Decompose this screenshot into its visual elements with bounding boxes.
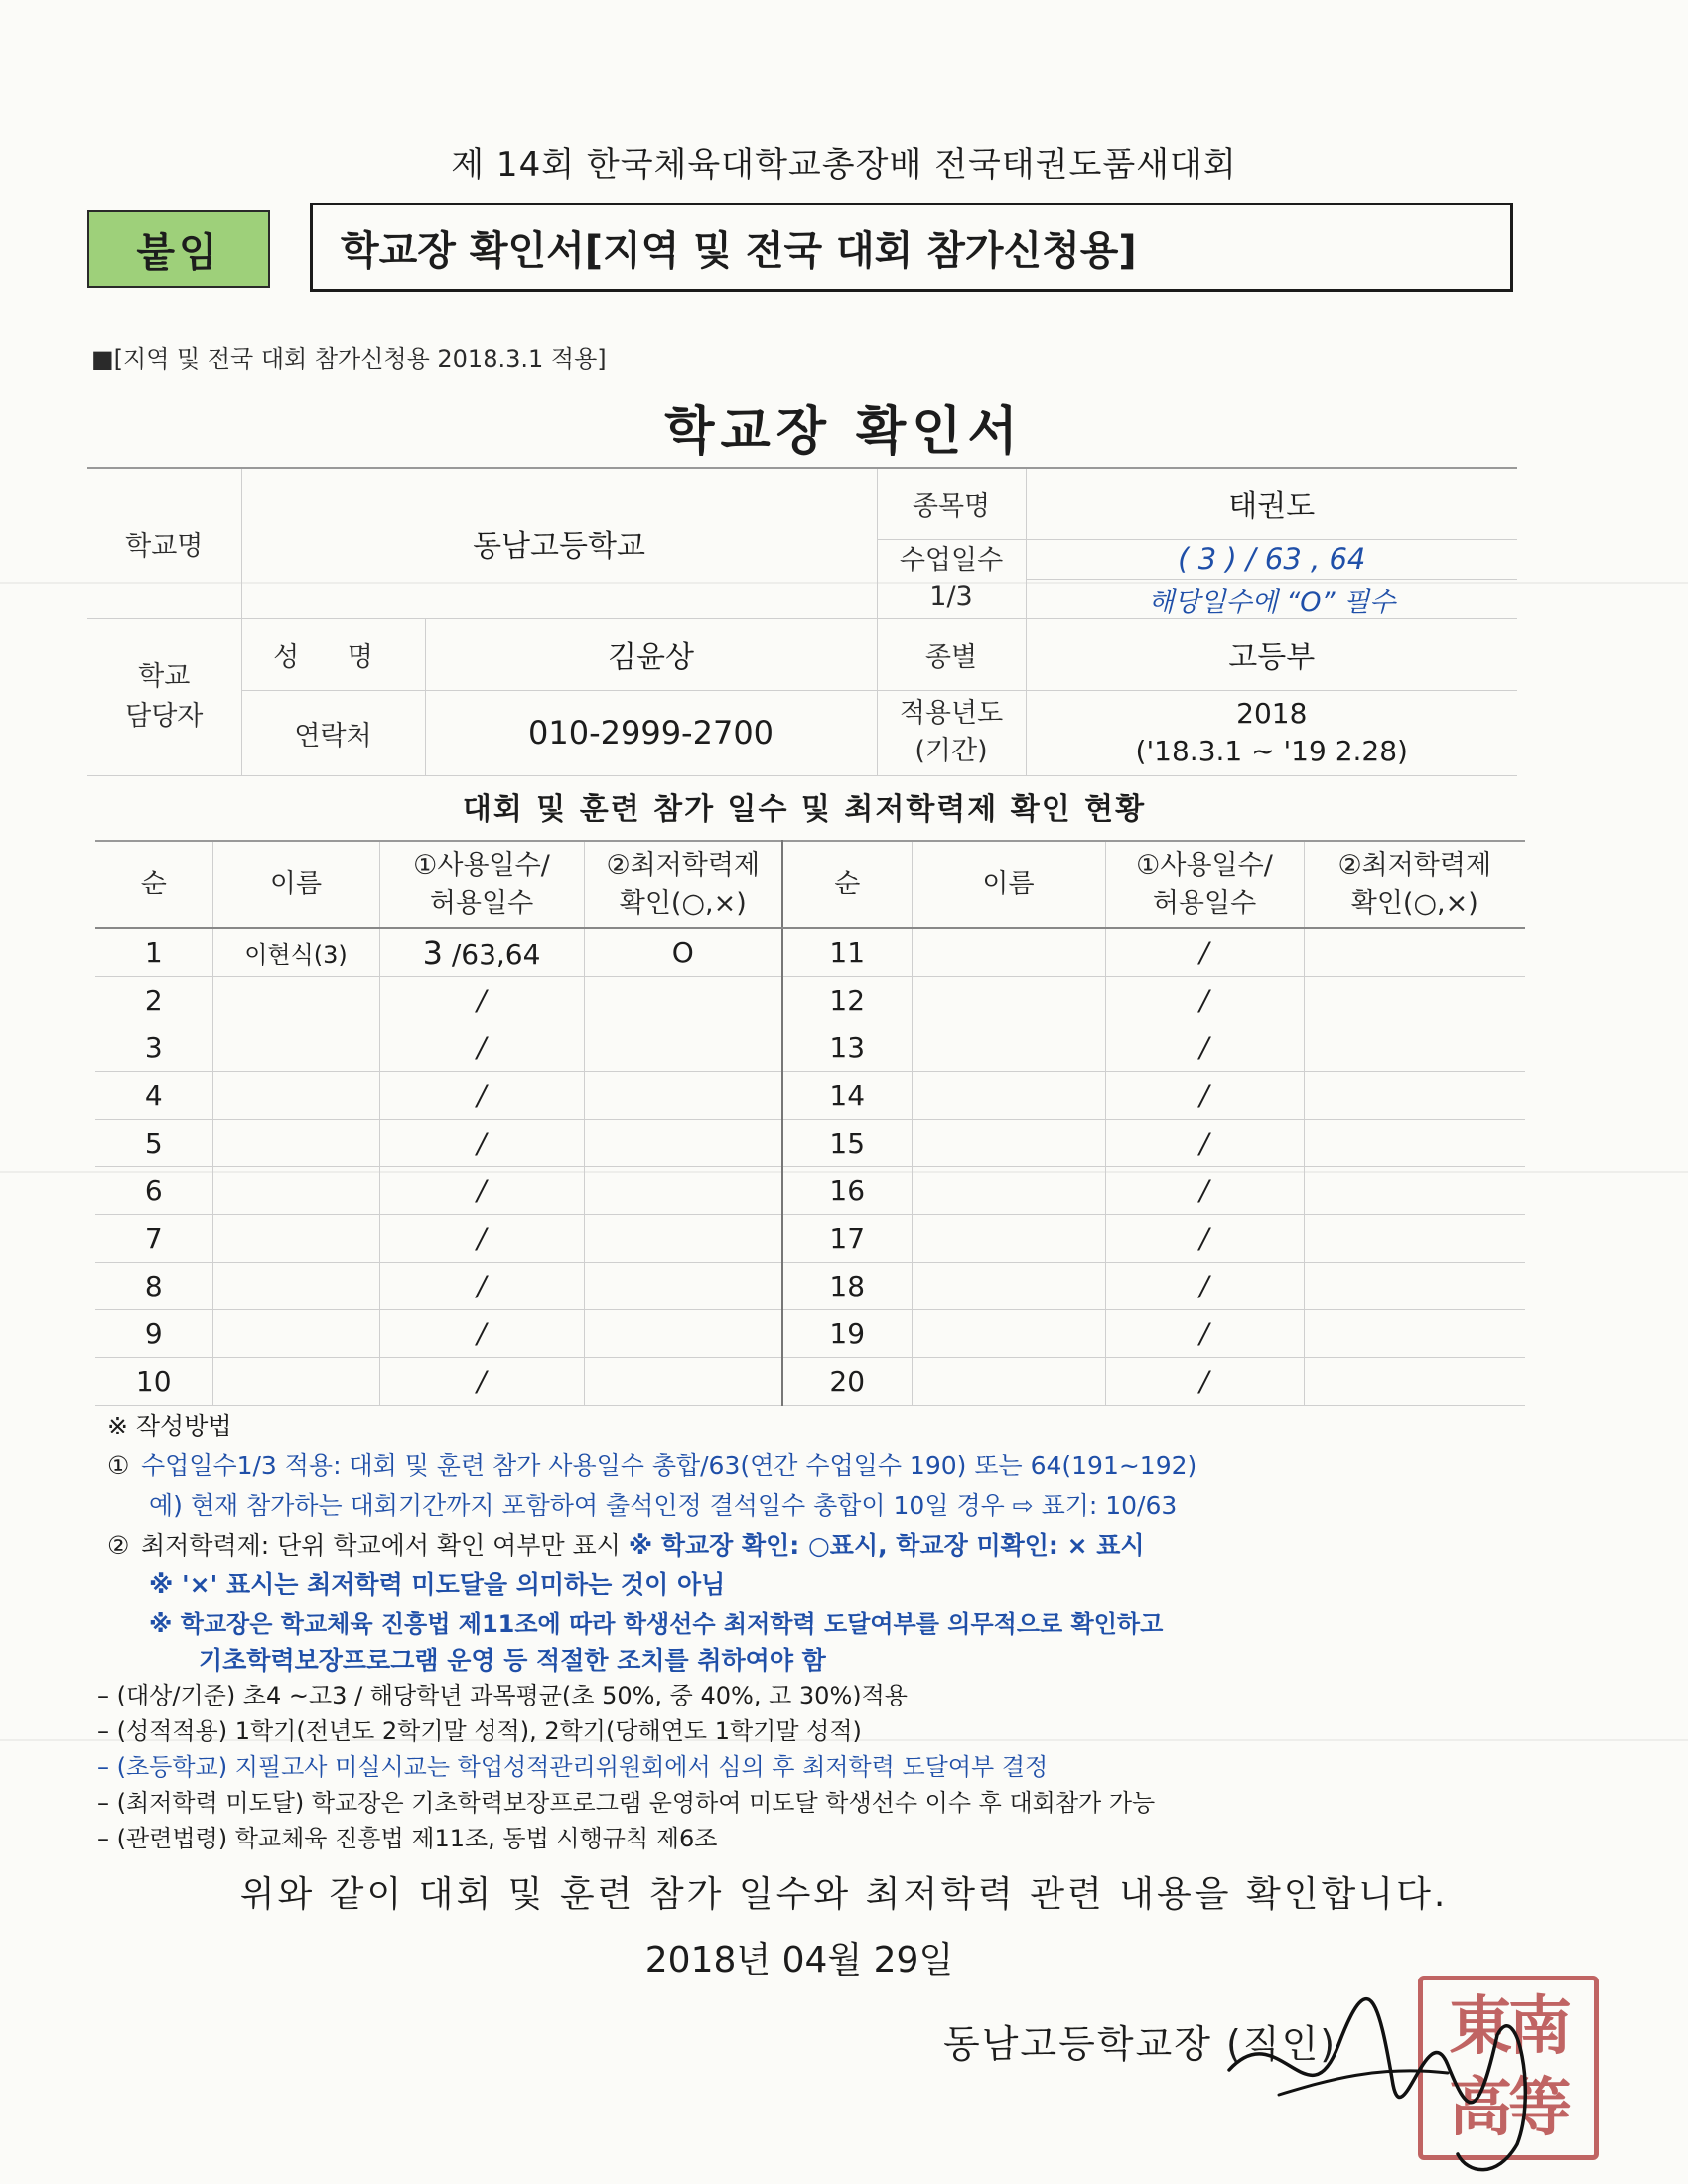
min-academic-check[interactable] <box>1304 977 1525 1024</box>
student-name[interactable] <box>212 1263 379 1310</box>
student-name[interactable] <box>212 1167 379 1215</box>
manager-label <box>87 618 241 775</box>
row-no: 8 <box>95 1263 212 1310</box>
attachment-badge: 붙임 <box>87 210 270 288</box>
table-row <box>95 1215 1525 1263</box>
row-no: 11 <box>782 928 912 977</box>
method-dash-3: – (초등학교) 지필고사 미실시교는 학업성적관리위원회에서 심의 후 최저학력 도달여부 결정 <box>97 1753 1049 1781</box>
principal-signature <box>1219 1976 1577 2184</box>
col-header-used-days-right <box>1105 841 1304 928</box>
info-table <box>87 467 1517 776</box>
used-days[interactable]: / <box>379 1215 584 1263</box>
row-no: 9 <box>95 1310 212 1358</box>
method-item-1-line1: 수업일수1/3 적용: 대회 및 훈련 참가 사용일수 총합/63(연간 수업일수 190) 또는 64(191~192) <box>141 1451 1197 1480</box>
used-days-value: 3 <box>422 933 443 972</box>
table-row <box>95 977 1525 1024</box>
row-no: 5 <box>95 1120 212 1167</box>
table-row <box>95 1310 1525 1358</box>
min-academic-check[interactable] <box>584 1358 782 1406</box>
manager-name-label: 성 명 <box>241 618 425 690</box>
used-days[interactable]: / <box>379 977 584 1024</box>
row-no: 10 <box>95 1358 212 1406</box>
year-cell[interactable] <box>1026 690 1517 775</box>
min-academic-check[interactable]: O <box>584 928 782 977</box>
event-label: 종목명 <box>877 468 1026 539</box>
student-name[interactable] <box>912 1167 1105 1215</box>
used-days[interactable]: / <box>1105 1072 1304 1120</box>
table-row <box>95 1167 1525 1215</box>
row-no: 15 <box>782 1120 912 1167</box>
class-days-note: 해당일수에 “O” 필수 <box>1026 579 1517 618</box>
confirmation-statement: 위와 같이 대회 및 훈련 참가 일수와 최저학력 관련 내용을 확인합니다. <box>239 1874 1449 1915</box>
method-dash-2: – (성적적용) 1학기(전년도 2학기말 성적), 2학기(당해연도 1학기말 성적) <box>97 1717 862 1745</box>
row-no: 4 <box>95 1072 212 1120</box>
min-academic-check[interactable] <box>1304 1310 1525 1358</box>
manager-name-value[interactable]: 김윤상 <box>425 618 877 690</box>
min-academic-check[interactable] <box>584 1310 782 1358</box>
document-header: 학교장 확인서[지역 및 전국 대회 참가신청용] <box>310 203 1513 292</box>
col-header-used-days-line2: 허용일수 <box>429 888 534 919</box>
form-title: 학교장 확인서 <box>664 402 1024 462</box>
division-value[interactable]: 고등부 <box>1026 618 1517 690</box>
student-name[interactable] <box>212 1310 379 1358</box>
student-name[interactable] <box>912 1120 1105 1167</box>
col-header-no: 순 <box>95 841 212 928</box>
used-days[interactable]: / <box>379 1120 584 1167</box>
student-name[interactable] <box>912 1215 1105 1263</box>
method-note-1: ※ '×' 표시는 최저학력 미도달을 의미하는 것이 아님 <box>149 1570 726 1599</box>
student-name[interactable] <box>912 1358 1105 1406</box>
student-name[interactable] <box>212 1072 379 1120</box>
col-header-min-academic-right-line1: ②최저학력제 <box>1337 849 1492 881</box>
col-header-min-academic-line2: 확인(○,×) <box>619 888 747 919</box>
student-name[interactable] <box>912 977 1105 1024</box>
method-dash-4: – (최저학력 미도달) 학교장은 기초학력보장프로그램 운영하여 미도달 학생선수 이수 후 대회참가 가능 <box>97 1789 1156 1817</box>
method-item-2-emphasis: ※ 학교장 확인: ○표시, 학교장 미확인: × 표시 <box>628 1531 1145 1560</box>
table-row <box>95 1072 1525 1120</box>
col-header-min-academic-line1: ②최저학력제 <box>606 849 761 881</box>
applicability-note: ■[지역 및 전국 대회 참가신청용 2018.3.1 적용] <box>91 345 607 373</box>
used-days[interactable]: / <box>1105 1024 1304 1072</box>
method-item-1-line2: 예) 현재 참가하는 대회기간까지 포함하여 출석인정 결석일수 총합이 10일 경우 ⇨ 표기: 10/63 <box>149 1491 1178 1520</box>
used-days[interactable]: / <box>1105 928 1304 977</box>
used-days[interactable]: / <box>379 1167 584 1215</box>
row-no: 18 <box>782 1263 912 1310</box>
used-days[interactable]: / <box>379 1310 584 1358</box>
col-header-min-academic <box>584 841 782 928</box>
row-no: 20 <box>782 1358 912 1406</box>
row-no: 17 <box>782 1215 912 1263</box>
used-days[interactable]: / <box>1105 1120 1304 1167</box>
class-days-label-line2: 1/3 <box>929 581 973 612</box>
year-value: 2018 <box>1236 697 1308 731</box>
class-days-value[interactable]: ( 3 ) / 63 , 64 <box>1026 539 1517 579</box>
student-name[interactable] <box>912 928 1105 977</box>
row-no: 3 <box>95 1024 212 1072</box>
allowed-days: /63,64 <box>451 937 541 971</box>
min-academic-check[interactable] <box>584 977 782 1024</box>
min-academic-check[interactable] <box>1304 1358 1525 1406</box>
min-academic-check[interactable] <box>584 1215 782 1263</box>
col-header-no-right: 순 <box>782 841 912 928</box>
row-no: 19 <box>782 1310 912 1358</box>
min-academic-check[interactable] <box>1304 1024 1525 1072</box>
row-no: 7 <box>95 1215 212 1263</box>
method-note-2-line2: 기초학력보장프로그램 운영 등 적절한 조치를 취하여야 함 <box>199 1646 826 1675</box>
year-period: ('18.3.1 ~ '19 2.28) <box>1135 735 1408 767</box>
student-name[interactable] <box>212 1120 379 1167</box>
min-academic-check[interactable] <box>1304 1263 1525 1310</box>
confirmation-date: 2018년 04월 29일 <box>644 1940 954 1980</box>
used-days[interactable]: / <box>1105 977 1304 1024</box>
student-name[interactable] <box>912 1263 1105 1310</box>
row-no: 13 <box>782 1024 912 1072</box>
student-name[interactable]: 이현식(3) <box>212 928 379 977</box>
student-name[interactable] <box>912 1310 1105 1358</box>
division-label: 종별 <box>877 618 1026 690</box>
table-row <box>95 1120 1525 1167</box>
table-row <box>95 1358 1525 1406</box>
method-dash-5: – (관련법령) 학교체육 진흥법 제11조, 동법 시행규칙 제6조 <box>97 1825 718 1852</box>
year-label-line2: (기간) <box>914 736 988 766</box>
col-header-used-days-right-line2: 허용일수 <box>1152 888 1257 919</box>
method-title: ※ 작성방법 <box>107 1412 232 1440</box>
school-name-value[interactable]: 동남고등학교 <box>241 468 877 618</box>
min-academic-check[interactable] <box>1304 1072 1525 1120</box>
method-dash-1: – (대상/기준) 초4 ~고3 / 해당학년 과목평균(초 50%, 중 40%, 고 30%)적용 <box>97 1682 908 1709</box>
row-no: 2 <box>95 977 212 1024</box>
student-name[interactable] <box>212 1358 379 1406</box>
min-academic-check[interactable] <box>1304 1215 1525 1263</box>
contest-title: 제 14회 한국체육대학교총장배 전국태권도품새대회 <box>451 145 1237 185</box>
col-header-used-days-line1: ①사용일수/ <box>413 849 550 881</box>
method-item-1 <box>107 1453 1196 1478</box>
min-academic-check[interactable] <box>1304 1167 1525 1215</box>
min-academic-check[interactable] <box>584 1263 782 1310</box>
col-header-used-days-right-line1: ①사용일수/ <box>1136 849 1273 881</box>
contact-label: 연락처 <box>241 690 425 775</box>
min-academic-check[interactable] <box>584 1120 782 1167</box>
student-name[interactable] <box>212 977 379 1024</box>
used-days[interactable]: / <box>1105 1167 1304 1215</box>
min-academic-check[interactable] <box>584 1167 782 1215</box>
table-row <box>95 1263 1525 1310</box>
method-item-2-text: 최저학력제: 단위 학교에서 확인 여부만 표시 <box>141 1531 621 1560</box>
col-header-used-days <box>379 841 584 928</box>
row-no: 16 <box>782 1167 912 1215</box>
manager-label-line1: 학교 <box>138 660 191 692</box>
used-days[interactable]: / <box>379 1358 584 1406</box>
student-name[interactable] <box>212 1024 379 1072</box>
school-name-label: 학교명 <box>87 468 241 618</box>
class-days-label-line1: 수업일수 <box>899 544 1004 576</box>
method-item-2-num: ② <box>107 1531 130 1560</box>
method-item-2 <box>107 1533 1145 1558</box>
student-name[interactable] <box>212 1215 379 1263</box>
used-days[interactable]: / <box>379 1072 584 1120</box>
used-days[interactable]: / <box>379 1263 584 1310</box>
used-days[interactable]: / <box>1105 1263 1304 1310</box>
principal-name: 동남고등학교장 (직인) <box>943 2022 1337 2066</box>
col-header-min-academic-right <box>1304 841 1525 928</box>
min-academic-check[interactable] <box>1304 928 1525 977</box>
method-item-1-num: ① <box>107 1451 130 1480</box>
school-seal: 東 南 高 等 <box>1418 1976 1599 2160</box>
contact-value[interactable]: 010-2999-2700 <box>425 690 877 775</box>
row-no: 6 <box>95 1167 212 1215</box>
row-no: 14 <box>782 1072 912 1120</box>
used-days[interactable]: / <box>1105 1215 1304 1263</box>
min-academic-check[interactable] <box>584 1024 782 1072</box>
table-row <box>95 928 1525 977</box>
year-label-line1: 적용년도 <box>899 698 1004 730</box>
min-academic-check[interactable] <box>1304 1120 1525 1167</box>
min-academic-check[interactable] <box>584 1072 782 1120</box>
used-days[interactable]: / <box>1105 1310 1304 1358</box>
class-days-label <box>877 539 1026 618</box>
used-days[interactable]: / <box>1105 1358 1304 1406</box>
used-days[interactable] <box>379 928 584 977</box>
row-no: 12 <box>782 977 912 1024</box>
col-header-min-academic-right-line2: 확인(○,×) <box>1350 888 1478 919</box>
col-header-name-right: 이름 <box>912 841 1105 928</box>
manager-label-line2: 담당자 <box>125 701 204 732</box>
event-value[interactable]: 태권도 <box>1026 468 1517 539</box>
method-note-2-line1: ※ 학교장은 학교체육 진흥법 제11조에 따라 학생선수 최저학력 도달여부를 의무적으로 확인하고 <box>149 1610 1164 1638</box>
table-row <box>95 1024 1525 1072</box>
used-days[interactable]: / <box>379 1024 584 1072</box>
status-heading: 대회 및 훈련 참가 일수 및 최저학력제 확인 현황 <box>462 792 1147 827</box>
col-header-name: 이름 <box>212 841 379 928</box>
student-name[interactable] <box>912 1072 1105 1120</box>
participation-table <box>95 840 1525 1406</box>
year-label <box>877 690 1026 775</box>
student-name[interactable] <box>912 1024 1105 1072</box>
row-no: 1 <box>95 928 212 977</box>
